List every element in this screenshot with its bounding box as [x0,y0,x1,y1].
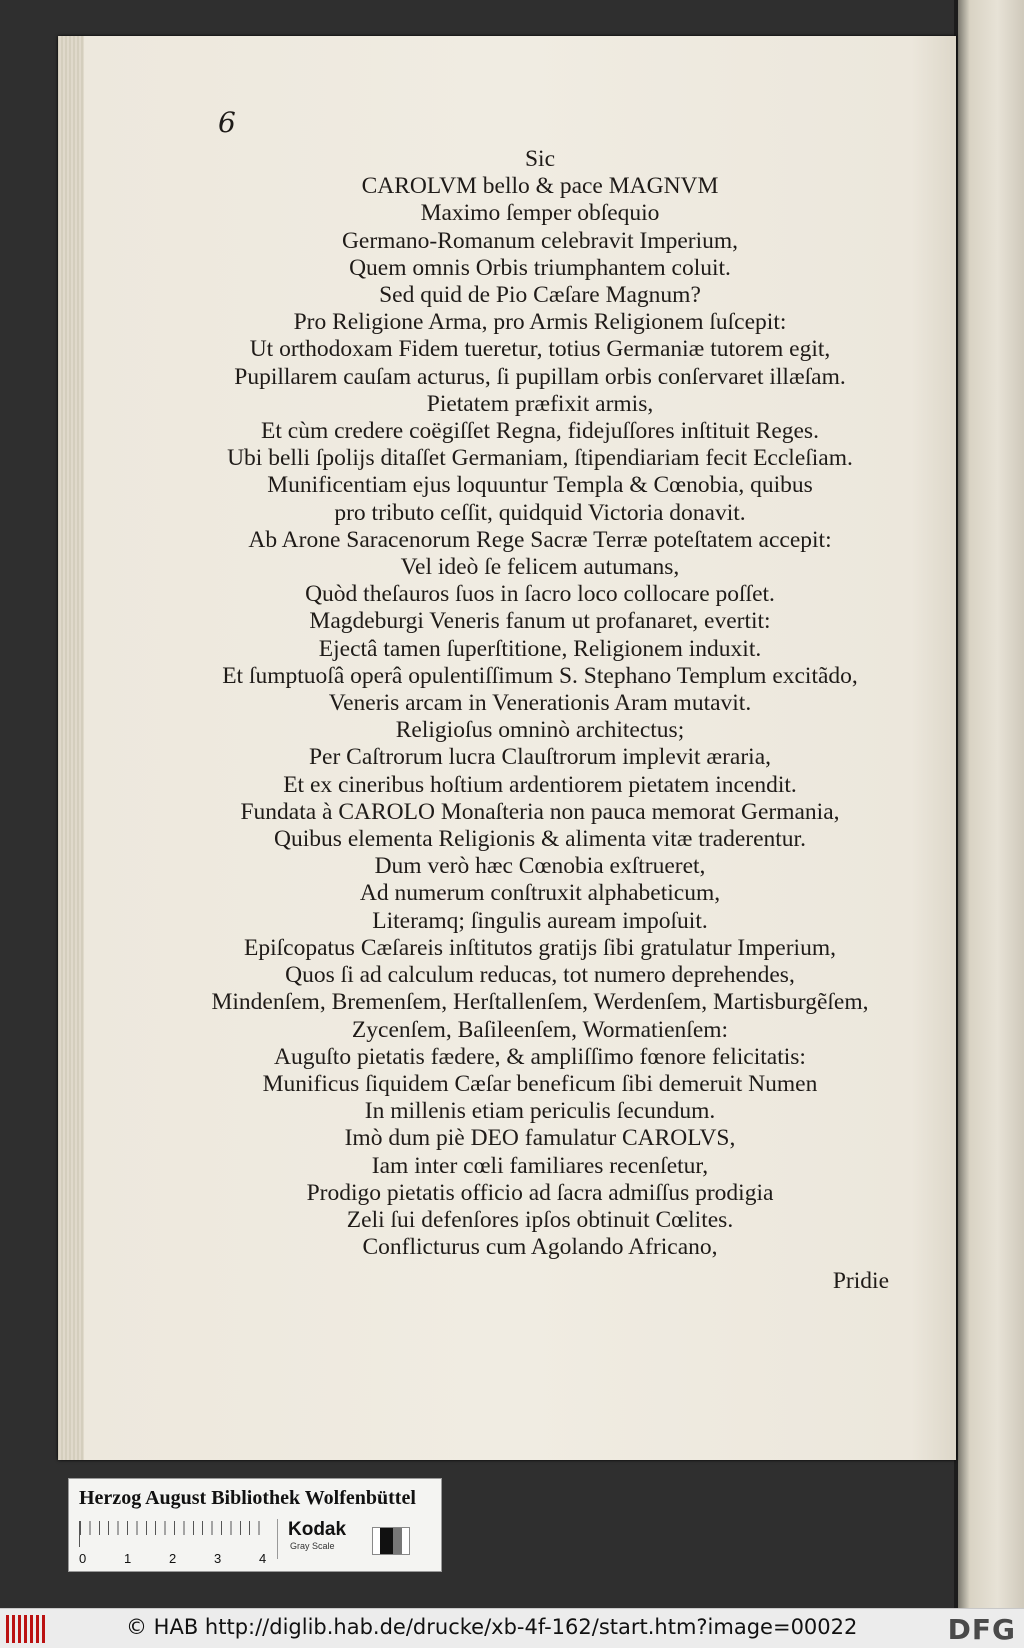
text-line: Ab Arone Saracenorum Rege Sacræ Terræ poteſtatem accepit: [248,526,832,553]
text-line: Germano-Romanum celebravit Imperium, [341,227,739,254]
kodak-gray-scale [277,1519,428,1559]
page-number: 6 [218,106,236,139]
text-line: Religioſus omninò architectus; [395,717,685,744]
text-line: Munificus ſiquidem Cæſar beneficum ſibi demeruit Numen [262,1070,818,1097]
text-line: Conflicturus cum Agolando Africano, [362,1234,718,1261]
text-line: Et cùm credere coëgiſſet Regna, fidejuſſores inſtituit Reges. [261,418,819,445]
text-line: Zeli ſui defenſores ipſos obtinuit Cœlites. [346,1206,734,1233]
text-line: Magdeburgi Veneris fanum ut profanaret, evertit: [309,608,771,635]
text-line: Prodigo pietatis officio ad ſacra admiſſus prodigia [306,1179,774,1206]
ruler-number: 1 [124,1551,132,1566]
footer-bar [0,1608,1024,1648]
kodak-label: Kodak [288,1519,347,1540]
page-edges [58,36,84,1460]
text-line: Ejectâ tamen ſuperſtitione, Religionem induxit. [318,635,762,662]
text-line: pro tributo ceſſit, quidquid Victoria donavit. [334,499,746,526]
library-name: Herzog August Bibliothek Wolfenbüttel [79,1487,416,1509]
text-line: Mindenſem, Bremenſem, Herſtallenſem, Werdenſem, Martisburgẽſem, [211,989,869,1016]
ruler-number: 2 [169,1551,177,1566]
text-line: Pupillarem cauſam acturus, ſi pupillam orbis conſervaret illæſam. [234,363,846,390]
next-page-edge [958,0,1024,1608]
text-line: Imò dum piè DEO famulatur CAROLVS, [344,1125,736,1152]
text-line: Epiſcopatus Cæſareis inſtitutos gratijs ſibi gratulatur Imperium, [244,934,836,961]
text-line: Sed quid de Pio Cæſare Magnum? [379,282,701,309]
gray-scale-label: Gray Scale [290,1541,335,1551]
text-line: Quos ſi ad calculum reducas, tot numero deprehendes, [285,962,795,989]
text-line: Ut orthodoxam Fidem tueretur, totius Germaniæ tutorem egit, [249,336,831,363]
scale-ruler [79,1521,268,1547]
library-color-card [68,1478,442,1572]
text-line: Pietatem præfixit armis, [426,390,654,417]
text-line: Vel ideò ſe felicem autumans, [400,554,680,581]
text-line: Per Caſtrorum lucra Clauſtrorum implevit æraria, [308,744,772,771]
text-line: Auguſto pietatis fædere, & ampliſſimo fœnore felicitatis: [274,1043,806,1070]
dfg-logo: DFG [947,1613,1016,1646]
text-line: Veneris arcam in Venerationis Aram mutavit. [328,690,752,717]
text-line: Et ſumptuoſâ operâ opulentiſſimum S. Stephano Templum excitãdo, [222,662,858,689]
text-line: Zycenſem, Baſileenſem, Wormatienſem: [351,1016,729,1043]
text-line: Quòd theſauros ſuos in ſacro loco collocare poſſet. [305,581,775,608]
text-line: Literamq; ſingulis auream impoſuit. [372,907,708,934]
text-line: Et ex cineribus hoſtium ardentiorem pietatem incendit. [283,771,797,798]
text-line: Sic [524,146,556,172]
text-line: Pro Religione Arma, pro Armis Religionem ſuſcepit: [293,309,787,336]
ruler-number: 4 [259,1551,267,1566]
text-line: Ubi belli ſpolijs ditaſſet Germaniam, ſtipendiariam fecit Eccleſiam. [227,445,853,472]
text-line: Quem omnis Orbis triumphantem coluit. [349,254,731,281]
ruler-number: 3 [214,1551,222,1566]
text-line: Maximo ſemper obſequio [420,200,660,227]
text-line: Fundata à CAROLO Monaſteria non pauca memorat Germania, [240,798,840,825]
text-line: Ad numerum conſtruxit alphabeticum, [359,880,721,907]
ruler-number: 0 [79,1551,87,1566]
gray-swatch [372,1527,410,1555]
text-line: Iam inter cœli familiares recenſetur, [371,1152,709,1179]
text-line: In millenis etiam periculis ſecundum. [364,1098,716,1125]
copyright-link[interactable]: © HAB http://diglib.hab.de/drucke/xb-4f-162/start.htm?image=00022 [126,1615,858,1639]
text-line: Dum verò hæc Cœnobia exſtrueret, [374,853,706,880]
page-text [150,146,930,1261]
catchword: Pridie [832,1268,889,1294]
text-line: Munificentiam ejus loquuntur Templa & Cœnobia, quibus [267,472,813,499]
barcode-logo-icon [6,1615,46,1643]
text-line: Quibus elementa Religionis & alimenta vitæ traderentur. [274,826,806,853]
text-line: CAROLVM bello & pace MAGNVM [361,173,719,200]
